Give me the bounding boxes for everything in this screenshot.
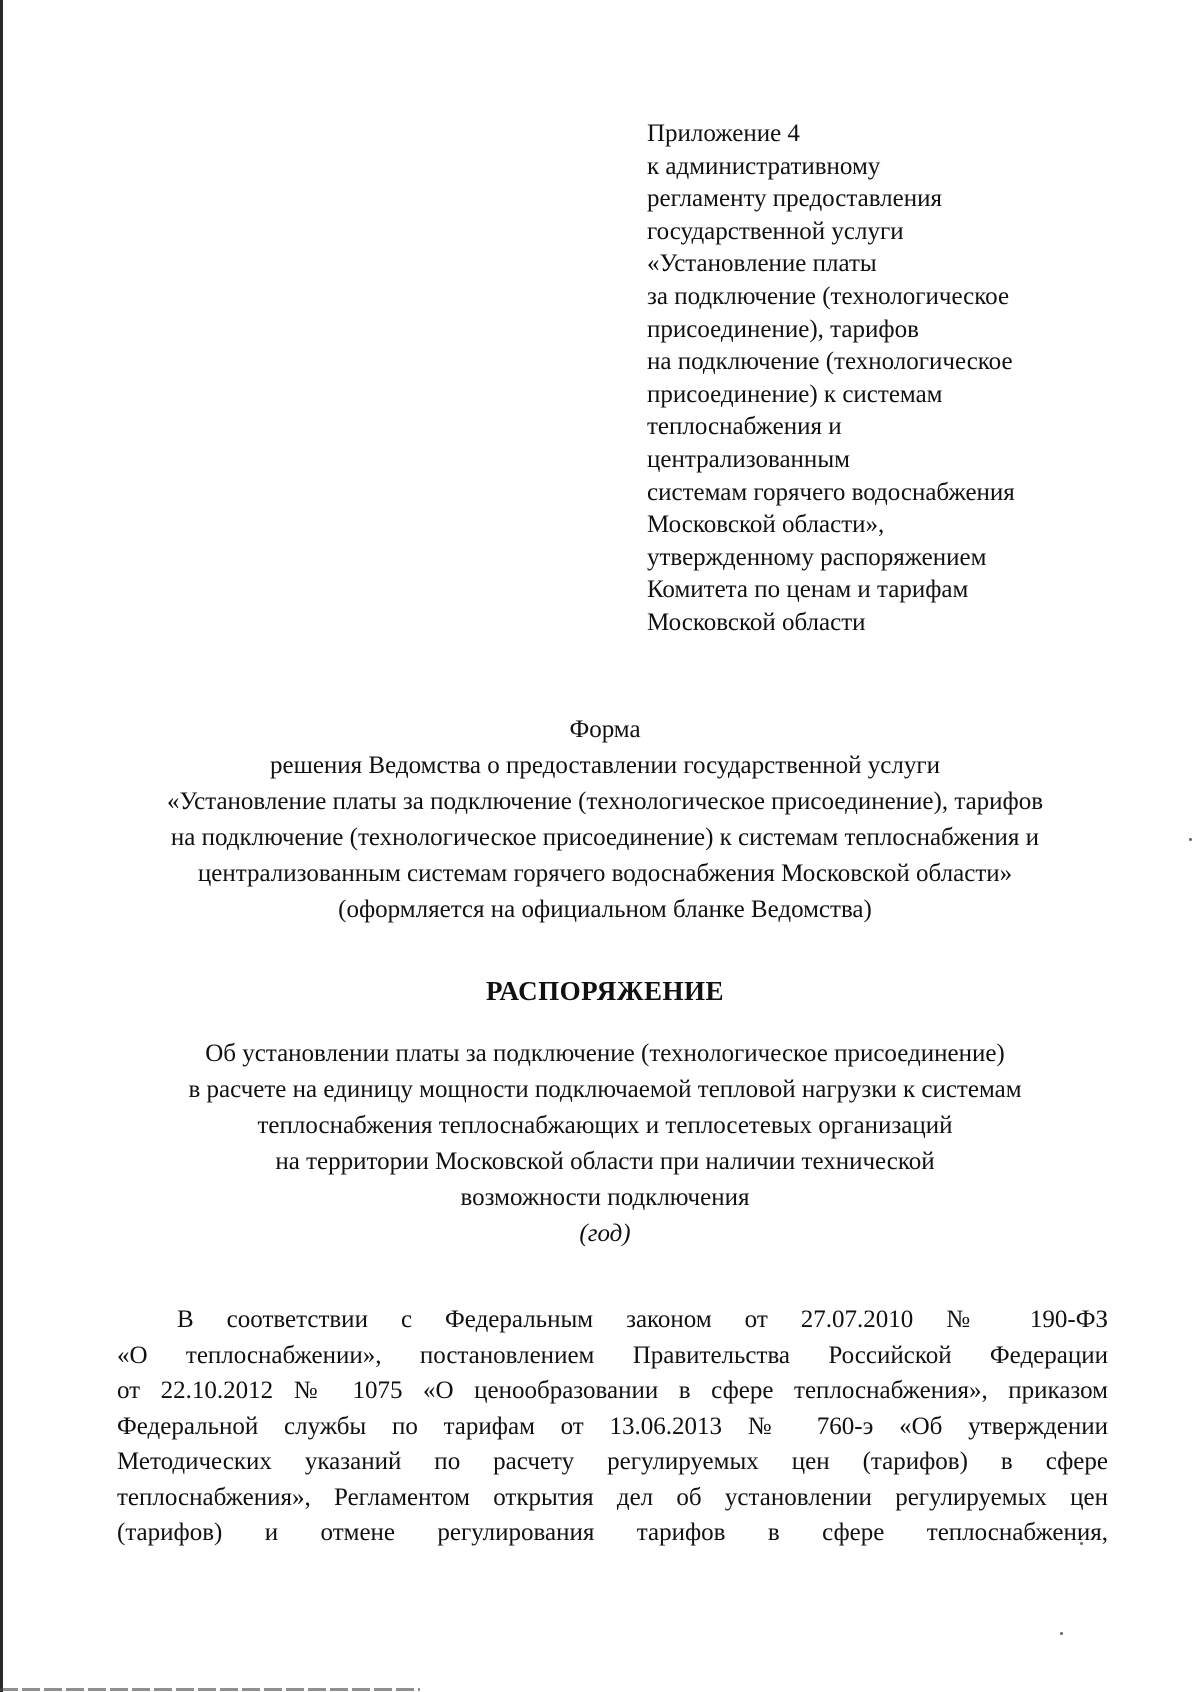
appendix-line: утвержденному распоряжением <box>647 543 987 571</box>
year-placeholder: (год) <box>579 1220 631 1247</box>
body-line: Федеральной службы по тарифам от 13.06.2013 № 760-э «Об утверждении <box>117 1412 1108 1440</box>
form-heading-line: на подключение (технологическое присоединение) к системам теплоснабжения и <box>170 824 1040 851</box>
body-line: «О теплоснабжении», постановлением Правительства Российской Федерации <box>117 1341 1108 1369</box>
body-line: (тарифов) и отмене регулирования тарифов в сфере теплоснабжения, <box>117 1519 1108 1546</box>
scan-bottom-edge <box>0 1688 420 1691</box>
appendix-line: за подключение (технологическое <box>647 282 1010 310</box>
subject-line: теплоснабжения теплоснабжающих и теплосетевых организаций <box>257 1112 953 1139</box>
document-title: РАСПОРЯЖЕНИЕ <box>485 976 725 1006</box>
body-line: теплоснабжения», Регламентом открытия дел об установлении регулируемых цен <box>117 1483 1108 1511</box>
form-heading-line: решения Ведомства о предоставлении государственной услуги <box>269 752 941 779</box>
form-heading-line: (оформляется на официальном бланке Ведомства) <box>338 896 872 923</box>
appendix-line: Московской области», <box>647 511 885 539</box>
appendix-line: Московской области <box>647 608 866 636</box>
appendix-line: на подключение (технологическое <box>647 348 1013 376</box>
scan-speck <box>1060 1632 1063 1635</box>
subject-line: возможности подключения <box>460 1184 750 1211</box>
body-line: от 22.10.2012 № 1075 «О ценообразовании в сфере теплоснабжения», приказом <box>117 1377 1108 1404</box>
form-heading-line: «Установление платы за подключение (технологическое присоединение), тарифов <box>166 788 1044 815</box>
appendix-line: государственной услуги <box>647 217 904 245</box>
form-heading-line: централизованным системам горячего водоснабжения Московской области» <box>197 860 1013 887</box>
document-subject <box>90 1036 1120 1252</box>
appendix-line: централизованным <box>647 445 850 473</box>
appendix-line: присоединение) к системам <box>647 380 943 408</box>
appendix-line: теплоснабжения и <box>647 413 842 441</box>
scan-speck <box>1189 838 1192 841</box>
subject-line: в расчете на единицу мощности подключаемой тепловой нагрузки к системам <box>188 1076 1022 1103</box>
appendix-line: присоединение), тарифов <box>647 315 919 343</box>
scan-left-edge <box>0 0 3 1692</box>
body-paragraph <box>117 1302 1108 1551</box>
appendix-line: Приложение 4 <box>647 120 800 147</box>
appendix-line: Комитета по ценам и тарифам <box>647 576 969 604</box>
appendix-line: к административному <box>647 152 881 180</box>
appendix-line: «Установление платы <box>647 250 877 278</box>
appendix-line: регламенту предоставления <box>647 185 943 213</box>
subject-line: Об установлении платы за подключение (технологическое присоединение) <box>205 1040 1005 1067</box>
form-heading <box>90 712 1120 928</box>
subject-line: на территории Московской области при наличии технической <box>275 1148 935 1175</box>
body-line: В соответствии с Федеральным законом от 27.07.2010 № 190-ФЗ <box>177 1306 1108 1333</box>
form-heading-line: Форма <box>569 716 641 743</box>
appendix-line: системам горячего водоснабжения <box>647 478 1015 506</box>
body-line: Методических указаний по расчету регулируемых цен (тарифов) в сфере <box>117 1448 1108 1475</box>
appendix-header <box>647 118 1117 640</box>
